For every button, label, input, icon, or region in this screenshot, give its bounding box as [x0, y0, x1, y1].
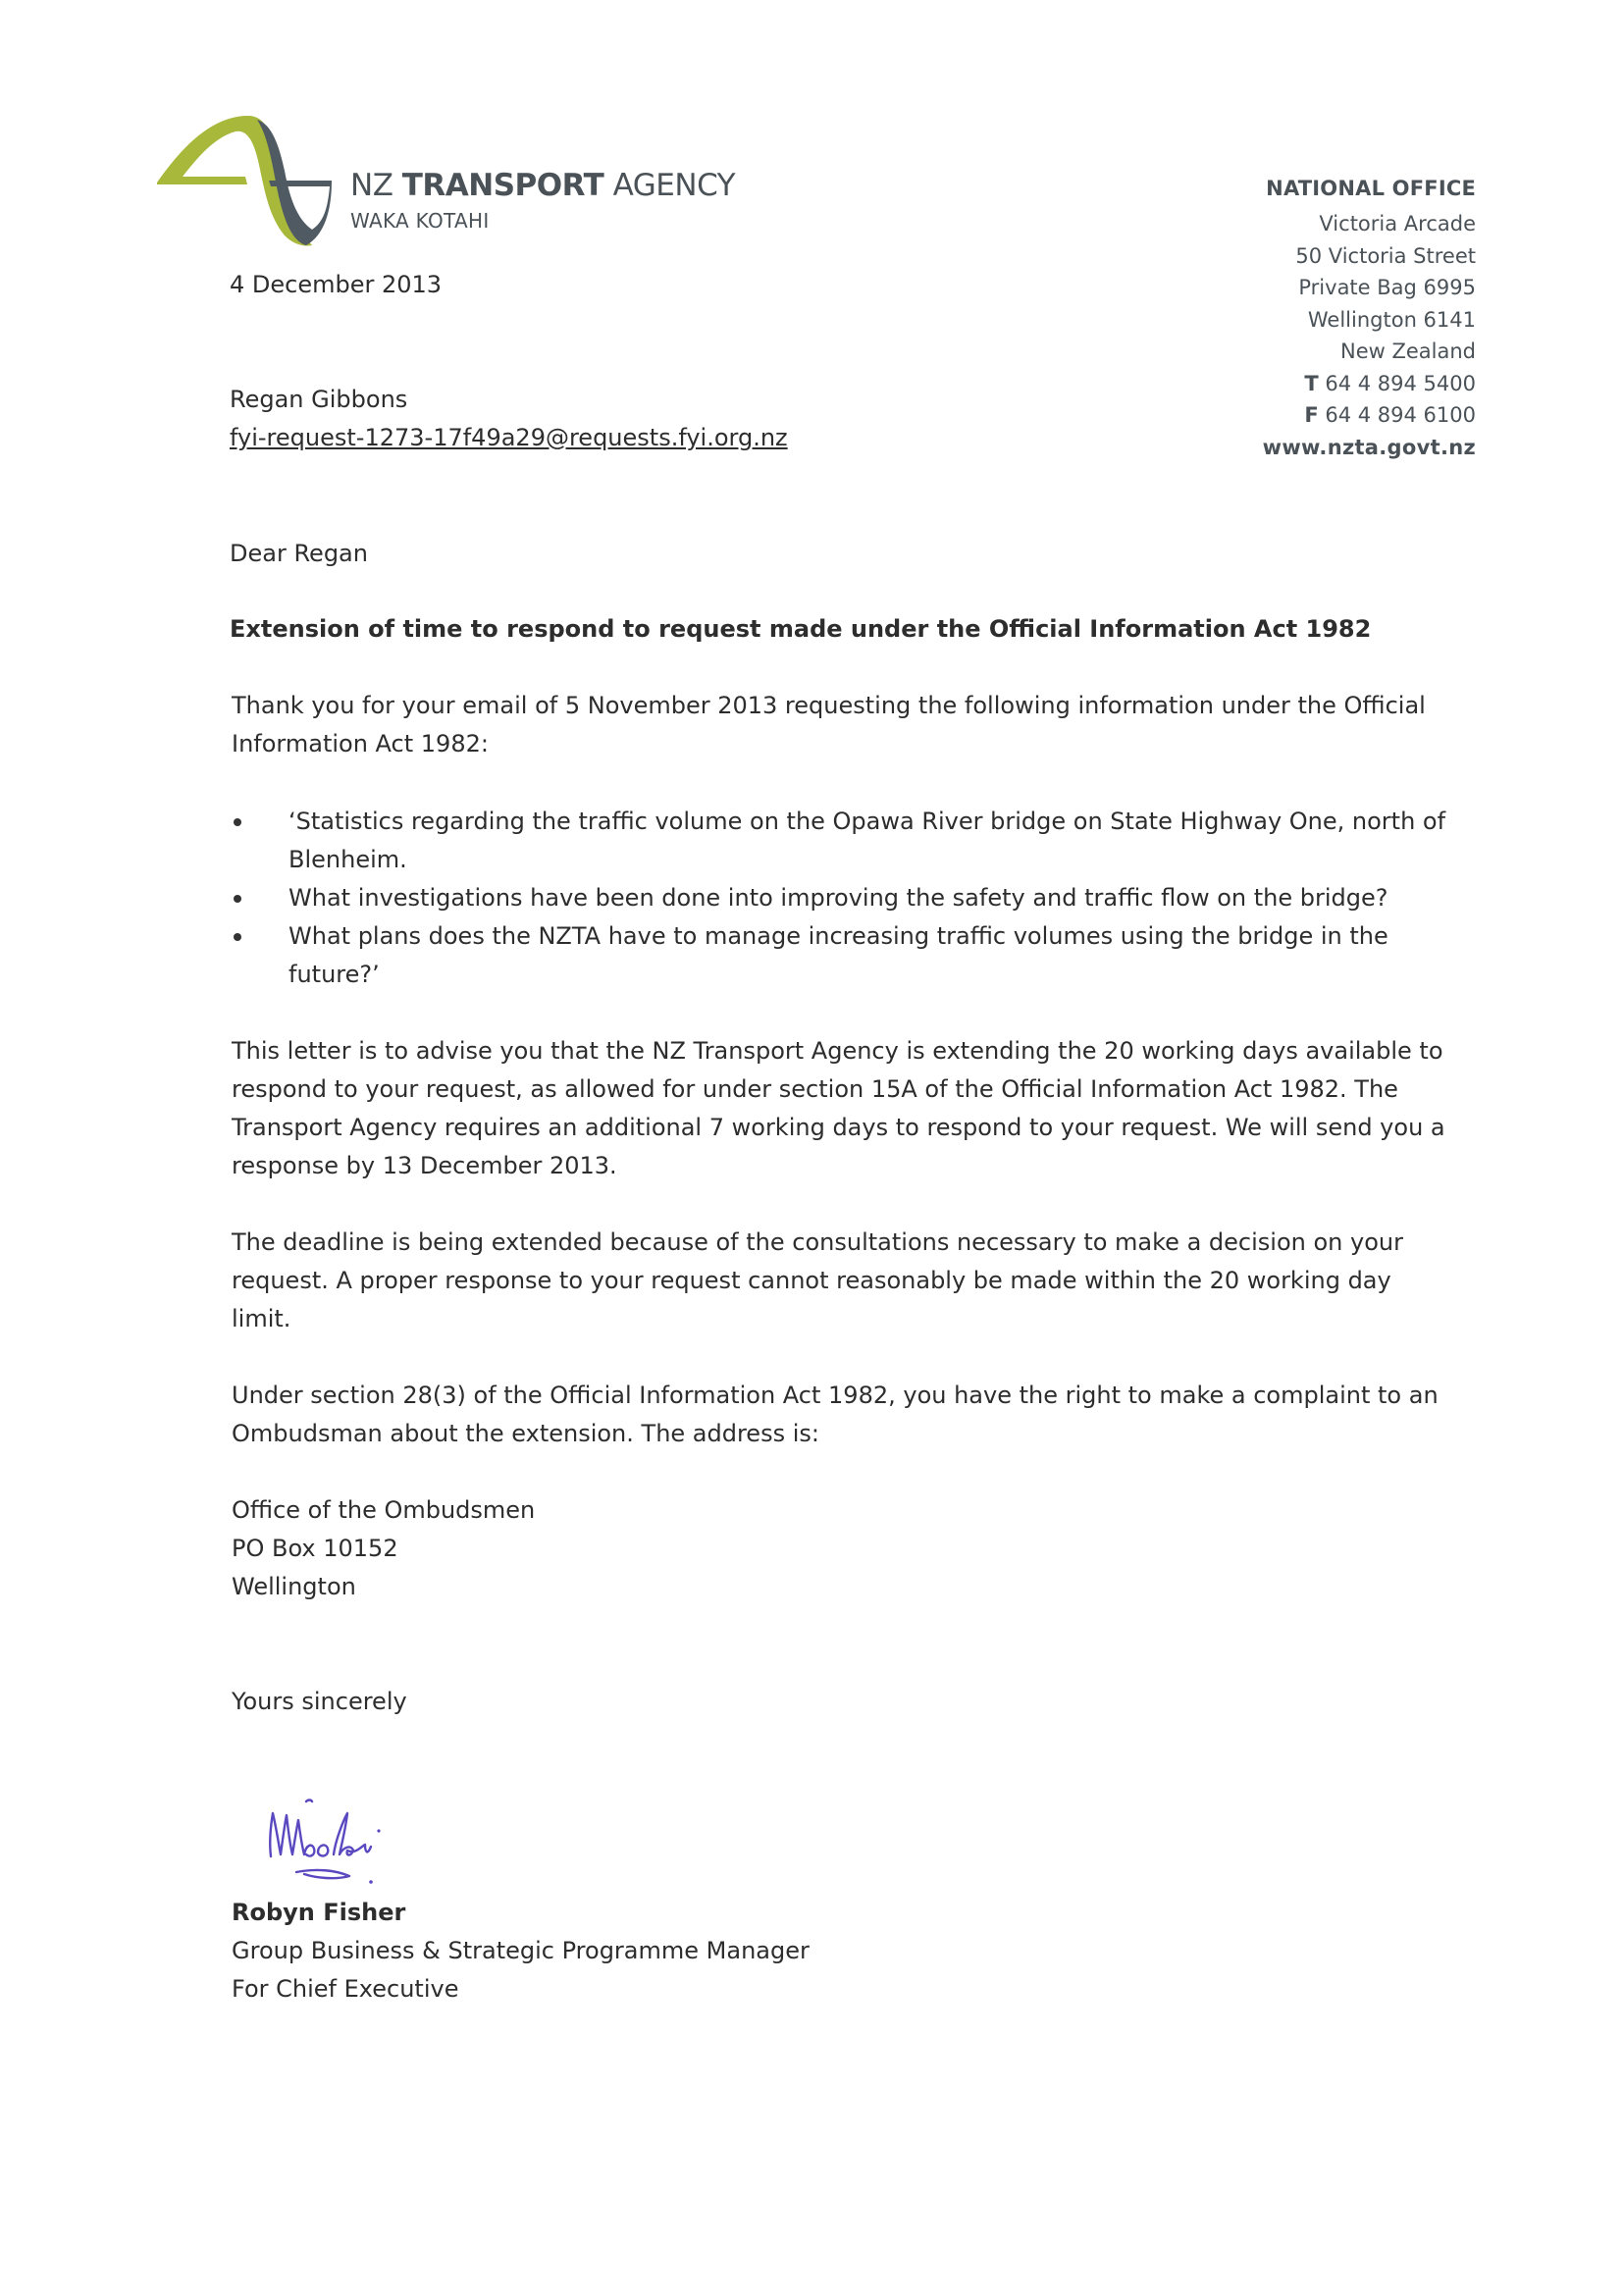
signer-block: [232, 1894, 810, 2009]
request-item: What plans does the NZTA have to manage increasing traffic volumes using the bridge in the future?’: [232, 917, 1497, 994]
request-list: [232, 803, 1497, 994]
office-heading: NATIONAL OFFICE: [1266, 177, 1476, 200]
office-line: 50 Victoria Street: [1295, 243, 1476, 268]
complaint-paragraph: Under section 28(3) of the Official Information Act 1982, you have the right to make a complaint to an Ombudsman about the extension. The address is:: [232, 1382, 1439, 1447]
ombudsman-address: [232, 1491, 535, 1606]
nzta-logo-icon: [155, 114, 332, 247]
signature-icon: [257, 1786, 453, 1894]
org-name: [350, 168, 736, 233]
signature-stroke: [306, 1800, 312, 1802]
signature-dot: [369, 1880, 373, 1884]
bullet-icon: [234, 818, 241, 826]
signature-dot: [377, 1829, 380, 1832]
office-address-block: [1263, 175, 1476, 463]
office-line: Victoria Arcade: [1319, 212, 1476, 235]
reason-paragraph: The deadline is being extended because of the consultations necessary to make a decision on your request. A proper response to your request cannot reasonably be made within the 20 working day limit.: [232, 1228, 1403, 1332]
address-line: Office of the Ombudsmen: [232, 1496, 536, 1524]
office-phone: T 64 4 894 5400: [1304, 371, 1476, 395]
signer-role: For Chief Executive: [232, 1975, 459, 2003]
office-website-link[interactable]: www.nzta.govt.nz: [1262, 435, 1476, 459]
signature-stroke: [270, 1813, 371, 1856]
org-subtitle: WAKA KOTAHI: [350, 209, 490, 233]
office-line: Wellington 6141: [1307, 307, 1476, 332]
bullet-icon: [234, 933, 241, 941]
recipient-block: [230, 381, 788, 457]
signer-title: Group Business & Strategic Programme Manager: [232, 1937, 810, 1964]
office-fax: F 64 4 894 6100: [1304, 403, 1476, 427]
address-line: Wellington: [232, 1573, 356, 1600]
signer-name: Robyn Fisher: [232, 1899, 406, 1926]
bullet-icon: [234, 895, 241, 903]
office-line: Private Bag 6995: [1298, 276, 1476, 299]
request-item: ‘Statistics regarding the traffic volume on the Opawa River bridge on State Highway One, north of Blenheim.: [232, 803, 1497, 879]
letter-subject: Extension of time to respond to request made under the Official Information Act 1982: [230, 615, 1372, 643]
address-line: PO Box 10152: [232, 1535, 398, 1562]
org-title: NZ TRANSPORT AGENCY: [350, 168, 736, 203]
intro-paragraph: Thank you for your email of 5 November 2013 requesting the following information under the Official Information Act 1982:: [232, 692, 1426, 757]
request-item: What investigations have been done into improving the safety and traffic flow on the bridge?: [232, 879, 1497, 917]
extension-paragraph: This letter is to advise you that the NZ Transport Agency is extending the 20 working days available to respond to your request, as allowed for under section 15A of the Official Information Act 1982. The Transport Agency requires an additional 7 working days to respond to your request. We will send you a response by 13 December 2013.: [232, 1037, 1445, 1179]
salutation: Dear Regan: [230, 540, 368, 567]
closing: Yours sincerely: [232, 1688, 407, 1715]
letter-date: 4 December 2013: [230, 271, 443, 298]
office-line: New Zealand: [1340, 339, 1476, 363]
recipient-email-link[interactable]: fyi-request-1273-17f49a29@requests.fyi.org.nz: [230, 424, 788, 451]
recipient-name: Regan Gibbons: [230, 386, 408, 413]
signature-stroke: [296, 1870, 349, 1878]
